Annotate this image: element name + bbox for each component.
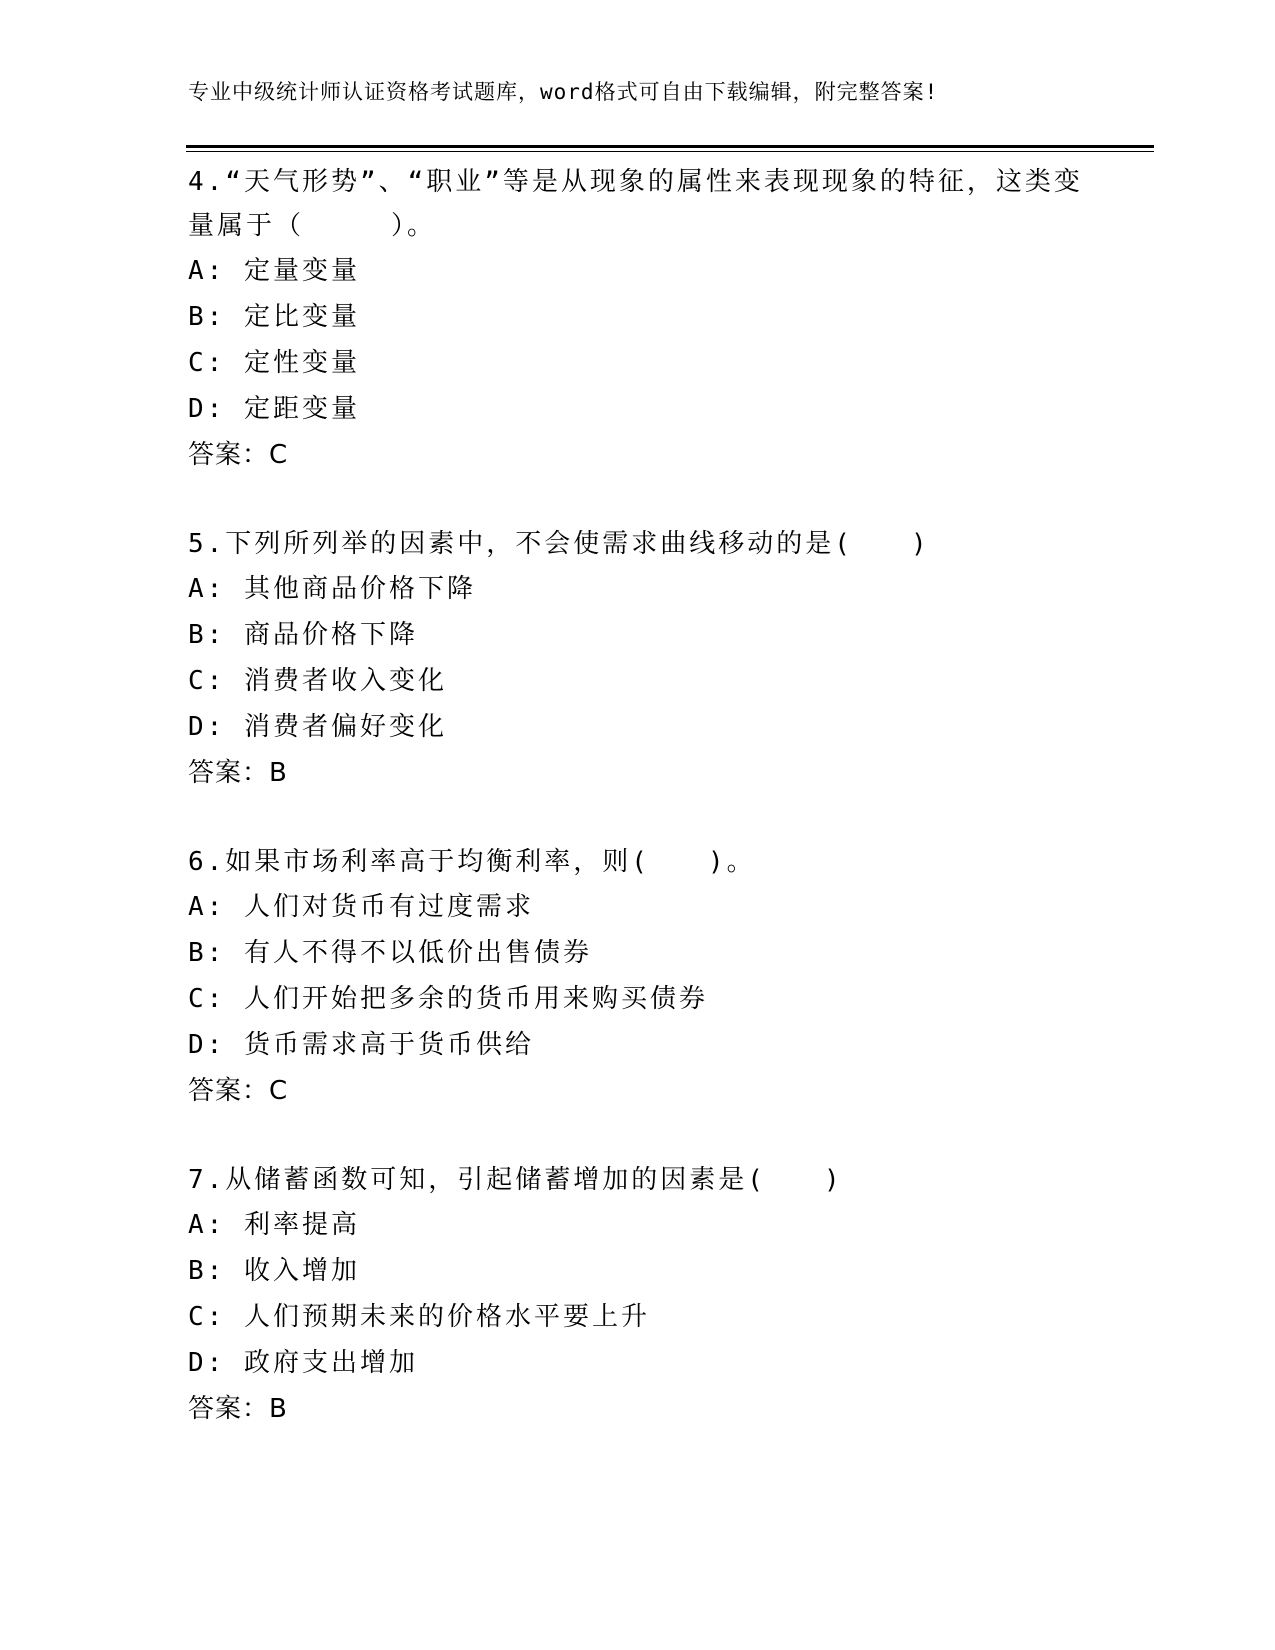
- question-6: [188, 840, 1088, 1114]
- question-4: [188, 160, 1088, 478]
- question-stem: 4.“天气形势”、“职业”等是从现象的属性来表现现象的特征，这类变量属于（ ）。: [188, 167, 1083, 241]
- question-stem: 7.从储蓄函数可知，引起储蓄增加的因素是( ): [188, 1165, 843, 1195]
- option-a: A: 人们对货币有过度需求: [188, 892, 534, 922]
- option-d: D: 消费者偏好变化: [188, 712, 447, 742]
- question-7: [188, 1158, 1088, 1432]
- option-d: D: 货币需求高于货币供给: [188, 1030, 534, 1060]
- answer: 答案：C: [188, 1076, 289, 1106]
- option-c: C: 人们开始把多余的货币用来购买债券: [188, 984, 708, 1014]
- option-b: B: 定比变量: [188, 302, 360, 332]
- option-b: B: 商品价格下降: [188, 620, 418, 650]
- header-divider-thick: [186, 145, 1154, 148]
- option-c: C: 消费者收入变化: [188, 666, 447, 696]
- option-d: D: 定距变量: [188, 394, 360, 424]
- option-a: A: 定量变量: [188, 256, 360, 286]
- option-a: A: 其他商品价格下降: [188, 574, 476, 604]
- option-c: C: 定性变量: [188, 348, 360, 378]
- answer: 答案：B: [188, 1394, 288, 1424]
- option-d: D: 政府支出增加: [188, 1348, 418, 1378]
- answer: 答案：B: [188, 758, 288, 788]
- question-stem: 5.下列所列举的因素中，不会使需求曲线移动的是( ): [188, 529, 930, 559]
- option-b: B: 有人不得不以低价出售债券: [188, 938, 592, 968]
- header-divider-thin: [186, 151, 1154, 152]
- question-stem: 6.如果市场利率高于均衡利率，则( )。: [188, 847, 756, 877]
- question-list: [188, 160, 1088, 1476]
- option-c: C: 人们预期未来的价格水平要上升: [188, 1302, 650, 1332]
- page-header: 专业中级统计师认证资格考试题库，word格式可自由下载编辑，附完整答案!: [188, 80, 939, 104]
- option-b: B: 收入增加: [188, 1256, 360, 1286]
- answer: 答案：C: [188, 440, 289, 470]
- question-5: [188, 522, 1088, 796]
- option-a: A: 利率提高: [188, 1210, 360, 1240]
